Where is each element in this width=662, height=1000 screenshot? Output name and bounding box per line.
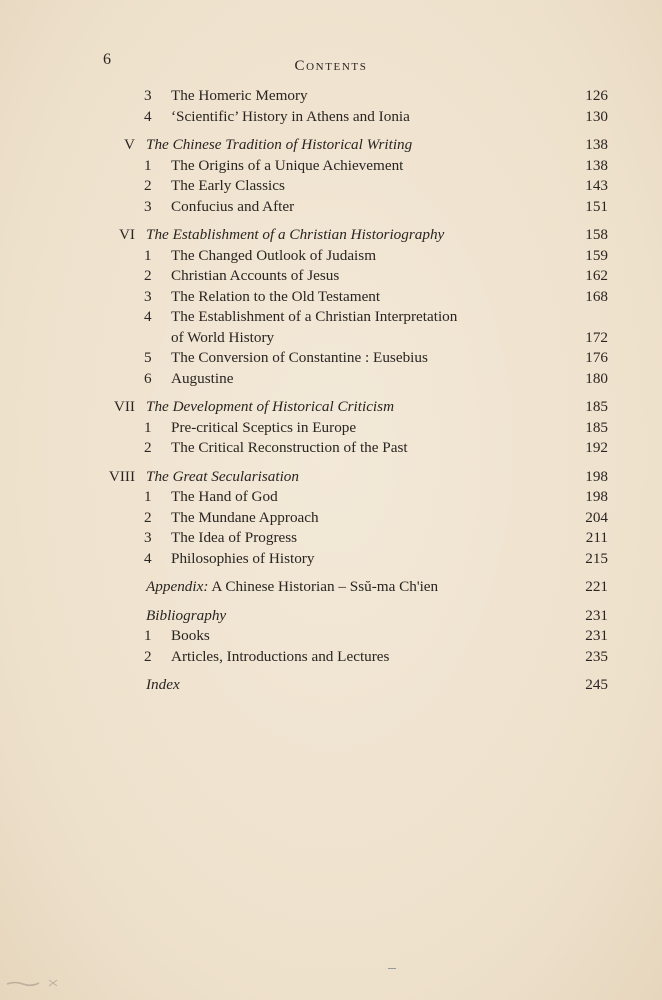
toc-entry (0, 176, 662, 197)
section-title: The Mundane Approach (171, 508, 319, 526)
toc-entry (0, 487, 662, 508)
section-number: 2 (144, 647, 152, 665)
toc-entry (0, 528, 662, 549)
chapter-entry (0, 397, 662, 418)
appendix-title (146, 577, 438, 598)
page-ref: 245 (585, 676, 608, 693)
section-number: 6 (144, 369, 152, 387)
section-number: 2 (144, 267, 152, 284)
page-ref: 126 (585, 87, 608, 104)
chapter-entry (0, 467, 662, 488)
chapter-entry (0, 135, 662, 156)
section-title: Articles, Introductions and Lectures (171, 647, 390, 665)
page-ref: 151 (585, 197, 608, 215)
section-title: of World History (171, 328, 275, 346)
section-title: Books (171, 627, 210, 644)
section-number: 2 (144, 439, 152, 456)
chapter-number: VI (118, 226, 135, 243)
section-title: The Homeric Memory (171, 87, 308, 104)
page-ref: 159 (585, 246, 608, 264)
toc-entry (0, 307, 662, 328)
page-ref: 204 (585, 508, 608, 526)
toc-entry (0, 369, 662, 390)
section-title: The Critical Reconstruction of the Past (171, 439, 408, 456)
section-number: 4 (144, 549, 152, 567)
bibliography-title: Bibliography (146, 606, 227, 624)
section-title: ‘Scientific’ History in Athens and Ionia (171, 107, 410, 125)
toc-entry (0, 287, 662, 308)
page-ref: 176 (585, 349, 608, 366)
toc-entry (0, 626, 662, 647)
page-ref: 221 (585, 578, 608, 595)
section-number: 1 (144, 627, 152, 644)
section-title: The Conversion of Constantine : Eusebius (171, 349, 428, 366)
chapter-title: The Development of Historical Criticism (146, 398, 395, 415)
section-number: 1 (144, 418, 152, 436)
table-of-contents (0, 86, 662, 696)
running-head: Contents (294, 58, 368, 74)
section-title: The Early Classics (171, 177, 285, 194)
page-ref: 158 (585, 226, 608, 243)
toc-entry (0, 438, 662, 459)
section-title: The Establishment of a Christian Interpretation (171, 308, 458, 325)
section-number: 1 (144, 488, 152, 505)
toc-entry (0, 86, 662, 107)
section-number: 3 (144, 197, 152, 215)
toc-entry (0, 266, 662, 287)
section-number: 1 (144, 156, 152, 174)
toc-entry (0, 647, 662, 668)
page-ref: 138 (585, 136, 608, 153)
section-number: 4 (144, 308, 152, 325)
toc-entry (0, 418, 662, 439)
section-number: 5 (144, 349, 152, 366)
section-title: The Idea of Progress (171, 529, 298, 546)
section-title: The Hand of God (171, 488, 278, 505)
section-number: 3 (144, 529, 152, 546)
section-title: The Changed Outlook of Judaism (171, 246, 377, 264)
chapter-title: The Great Secularisation (146, 467, 299, 485)
page-ref: 168 (585, 287, 608, 305)
section-title: Christian Accounts of Jesus (171, 267, 340, 284)
page-ref: 198 (585, 488, 608, 505)
chapter-number: V (124, 136, 135, 153)
page-number: 6 (103, 51, 111, 68)
section-number: 4 (144, 107, 152, 125)
section-title: Philosophies of History (171, 549, 315, 567)
page-ref: 231 (585, 627, 608, 644)
page-ref: 138 (585, 156, 608, 174)
toc-entry (0, 197, 662, 218)
toc-entry (0, 246, 662, 267)
bibliography-entry (0, 606, 662, 627)
appendix-text: A Chinese Historian – Ssŭ-ma Ch'ien (211, 578, 439, 595)
page-ref: 130 (585, 107, 608, 125)
page-ref: 185 (585, 418, 608, 436)
appendix-entry (0, 577, 662, 598)
section-title: The Relation to the Old Testament (171, 287, 381, 305)
toc-entry (0, 348, 662, 369)
page-ref: 143 (585, 177, 608, 194)
page-ref: 235 (585, 647, 608, 665)
page-mark (388, 968, 396, 969)
page-ref: 211 (585, 529, 608, 546)
toc-entry-continuation (0, 328, 662, 349)
page-ref: 198 (585, 467, 608, 485)
page-ref: 180 (585, 369, 608, 387)
section-number: 1 (144, 246, 152, 264)
page-ref: 215 (585, 549, 608, 567)
index-title: Index (146, 676, 180, 693)
stamp-mark (5, 975, 65, 989)
page-ref: 185 (585, 398, 608, 415)
appendix-label: Appendix: (146, 578, 209, 595)
toc-entry (0, 107, 662, 128)
toc-entry (0, 549, 662, 570)
section-number: 2 (144, 508, 152, 526)
chapter-number: VII (113, 398, 135, 415)
chapter-number: VIII (108, 467, 135, 485)
toc-entry (0, 508, 662, 529)
page-ref: 162 (585, 267, 608, 284)
chapter-title: The Establishment of a Christian Historiography (146, 226, 445, 243)
section-title: Augustine (171, 369, 234, 387)
chapter-entry (0, 225, 662, 246)
section-number: 3 (144, 287, 152, 305)
page-ref: 192 (585, 439, 608, 456)
index-entry (0, 675, 662, 696)
section-title: Pre-critical Sceptics in Europe (171, 418, 357, 436)
toc-entry (0, 156, 662, 177)
page-ref: 172 (585, 328, 608, 346)
section-number: 3 (144, 87, 152, 104)
section-number: 2 (144, 177, 152, 194)
page-ref: 231 (585, 606, 608, 624)
section-title: The Origins of a Unique Achievement (171, 156, 404, 174)
section-title: Confucius and After (171, 197, 295, 215)
chapter-title: The Chinese Tradition of Historical Writing (146, 136, 413, 153)
